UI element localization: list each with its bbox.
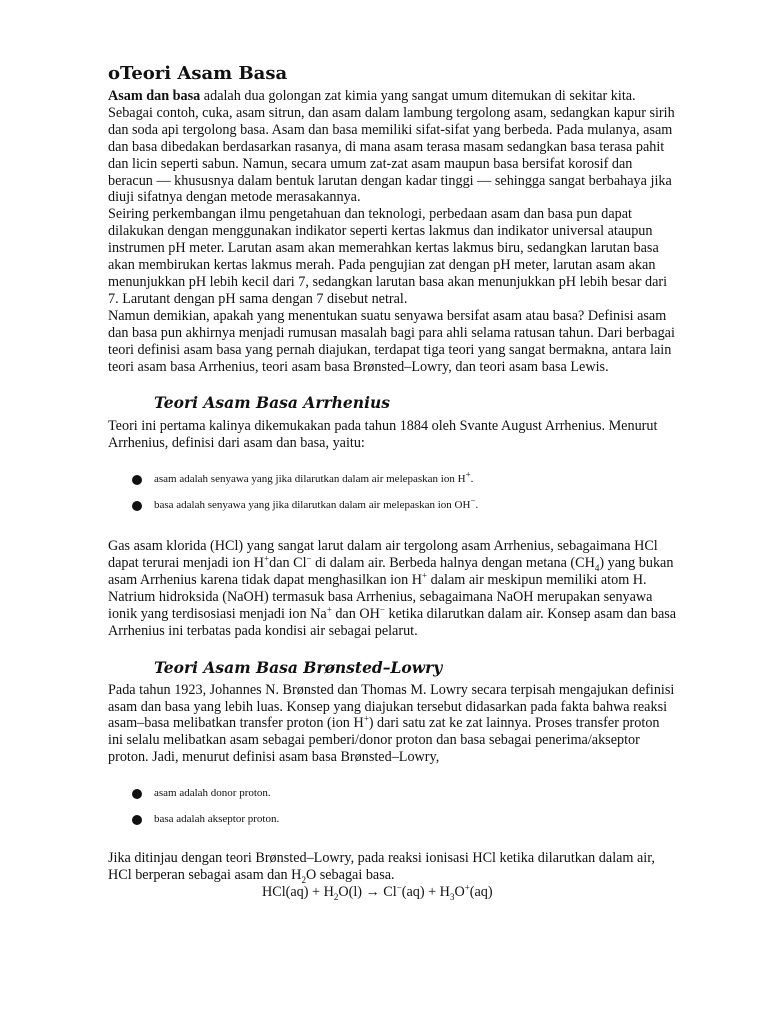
superscript: − — [379, 604, 385, 615]
intro-bold-lead: Asam dan basa — [108, 88, 201, 104]
list-item-tail: . — [470, 473, 474, 486]
text-run: (aq) + H — [401, 884, 450, 900]
document-title: oTeori Asam Basa — [108, 63, 288, 84]
text-run: dalam air meskipun memiliki atom H. Natrium hidroksida (NaOH) termasuk basa Arrhenius, sebagaimana NaOH merupakan senyawa ionik yang terdisosiasi menjadi ion Na — [108, 572, 653, 622]
text-run: O — [454, 884, 465, 900]
subscript: 4 — [594, 562, 600, 573]
list-item-tail: . — [475, 499, 479, 512]
subscript: 2 — [301, 874, 306, 885]
superscript: + — [464, 882, 470, 893]
arrhenius-definition-list — [108, 469, 678, 524]
superscript: − — [470, 495, 476, 506]
text-run: di dalam air. Berbeda halnya dengan metana (CH — [311, 555, 595, 572]
bronsted-lowry-heading: Teori Asam Basa Brønsted–Lowry — [154, 657, 443, 677]
text-run: O(l) → Cl — [338, 884, 397, 900]
superscript: − — [306, 553, 312, 564]
hcl-ionization-equation — [108, 884, 678, 901]
text-run: (aq) — [469, 884, 493, 900]
bronsted-lowry-intro — [108, 682, 678, 767]
arrhenius-heading: Teori Asam Basa Arrhenius — [154, 393, 390, 413]
text-run: ketika dilarutkan dalam air. Konsep asam dan basa Arrhenius ini terbatas pada kondisi air sebagai pelarut. — [108, 605, 677, 639]
bronsted-lowry-closing — [108, 850, 678, 884]
intro-paragraph-1 — [108, 88, 678, 206]
text-run: dan OH — [331, 605, 380, 622]
superscript: + — [264, 553, 270, 564]
superscript: + — [363, 713, 369, 724]
bronsted-lowry-definition-list — [108, 786, 678, 838]
list-item — [108, 812, 678, 838]
list-item-text: asam adalah senyawa yang jika dilarutkan dalam air melepaskan ion H — [154, 473, 466, 486]
superscript: − — [396, 882, 402, 893]
document-page — [108, 60, 678, 901]
bullet-icon — [132, 501, 142, 511]
arrhenius-body — [108, 538, 678, 639]
bullet-icon — [132, 475, 142, 485]
text-run: dan Cl — [269, 555, 307, 572]
text-run: Jika ditinjau dengan teori Brønsted–Lowry, pada reaksi ionisasi HCl ketika dilarutkan dalam air, HCl berperan sebagai asam dan H — [108, 850, 655, 884]
intro-paragraph-3: Namun demikian, apakah yang menentukan suatu senyawa bersifat asam atau basa? Definisi asam dan basa pun akhirnya menjadi rumusan masalah bagi para ahli selama ratusan tahun. Dari berbagai teori definisi asam basa yang pernah diajukan, terdapat tiga teori yang sangat bermakna, antara lain teori asam basa Arrhenius, teori asam basa Brønsted–Lowry, dan teori asam basa Lewis. — [108, 307, 675, 375]
bullet-icon — [132, 789, 142, 799]
text-run: O sebagai basa. — [305, 867, 395, 884]
list-item — [108, 786, 678, 812]
intro-paragraph-1-text: adalah dua golongan zat kimia yang sangat umum ditemukan di sekitar kita. Sebagai contoh, cuka, asam sitrun, dan asam dalam lambung tergolong asam, sedangkan kapur sirih dan soda api tergolong basa. Asam dan basa memiliki sifat-sifat yang berbeda. Pada mulanya, asam dan basa dibedakan berdasarkan rasanya, di mana asam terasa masam sedangkan basa terasa pahit dan licin seperti sabun. Namun, secara umum zat-zat asam maupun basa bersifat korosif dan beracun — khususnya dalam bentuk larutan dengan kadar tinggi — sehingga sangat berbahaya jika diuji sifatnya dengan metode merasakannya. — [108, 88, 675, 206]
list-item-text: basa adalah akseptor proton. — [154, 813, 280, 826]
list-item-text: basa adalah senyawa yang jika dilarutkan dalam air melepaskan ion OH — [154, 499, 471, 512]
text-run: HCl(aq) + H — [262, 884, 334, 900]
superscript: + — [422, 570, 428, 581]
list-item-text: asam adalah donor proton. — [154, 787, 271, 800]
subscript: 3 — [449, 891, 455, 902]
intro-paragraph-2: Seiring perkembangan ilmu pengetahuan dan teknologi, perbedaan asam dan basa pun dapat dilakukan dengan menggunakan indikator seperti kertas lakmus dan indikator universal ataupun instrumen pH meter. Larutan asam akan memerahkan kertas lakmus biru, sedangkan larutan basa akan membirukan kertas lakmus merah. Pada pengujian zat dengan pH meter, larutan asam akan menunjukkan pH lebih kecil dari 7, sedangkan larutan basa akan menunjukkan pH lebih besar dari 7. Larutant dengan pH sama dengan 7 disebut netral. — [108, 206, 668, 307]
superscript: + — [326, 604, 332, 615]
superscript: + — [465, 469, 471, 480]
bullet-icon — [132, 815, 142, 825]
text-run: ) yang bukan asam Arrhenius karena tidak dapat menghasilkan ion H — [108, 555, 674, 589]
text-run: Gas asam klorida (HCl) yang sangat larut dalam air tergolong asam Arrhenius, sebagaimana HCl dapat terurai menjadi ion H — [108, 538, 658, 572]
arrhenius-intro: Teori ini pertama kalinya dikemukakan pada tahun 1884 oleh Svante August Arrhenius. Menurut Arrhenius, definisi dari asam dan basa, yaitu: — [108, 418, 658, 452]
list-item — [108, 469, 678, 498]
list-item — [108, 495, 678, 524]
text-run: ) dari satu zat ke zat lainnya. Proses transfer proton ini selalu melibatkan asam sebagai pemberi/donor proton dan basa sebagai penerima/akseptor proton. Jadi, menurut definisi asam basa Brønsted–Lowry, — [108, 715, 660, 766]
text-run: Pada tahun 1923, Johannes N. Brønsted dan Thomas M. Lowry secara terpisah mengajukan definisi asam dan basa yang lebih luas. Konsep yang diajukan tersebut didasarkan pada fakta bahwa reaksi asam–basa melibatkan transfer proton (ion H — [108, 681, 675, 732]
subscript: 2 — [333, 891, 339, 902]
